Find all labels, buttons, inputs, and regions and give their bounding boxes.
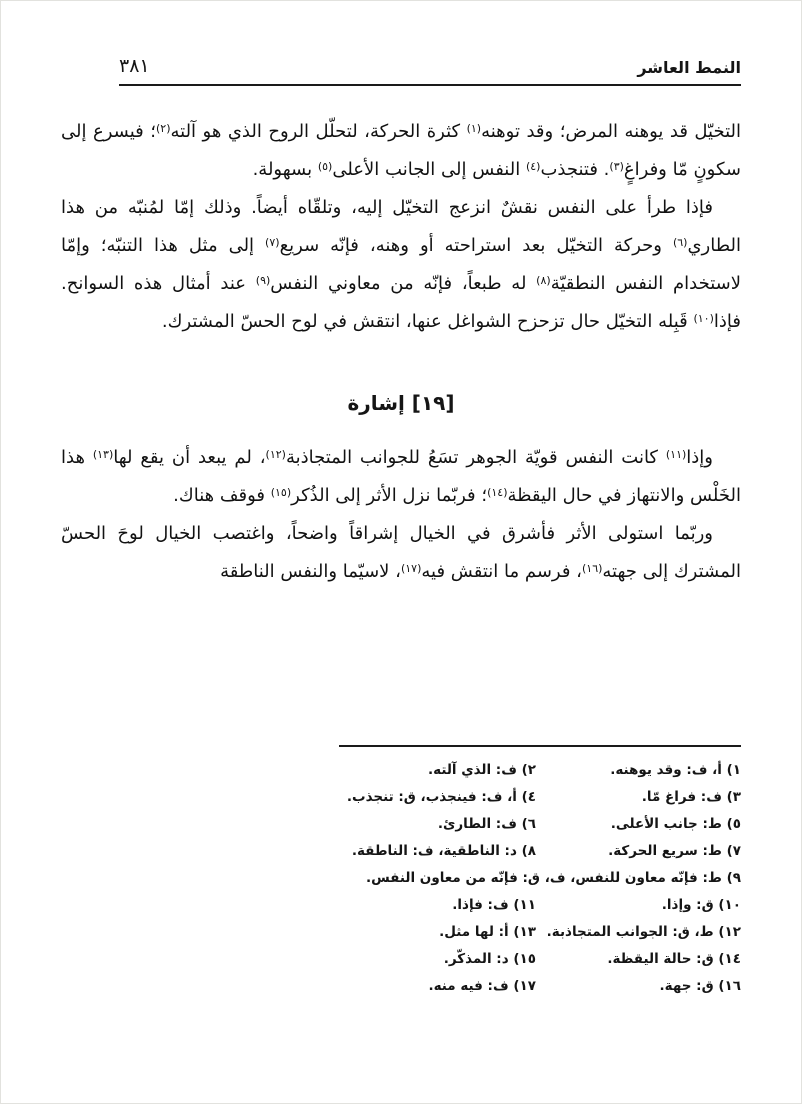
footnote-row	[61, 757, 741, 784]
footnote-item: ٧) ط: سريع الحركة.	[608, 843, 741, 859]
footnote-item: ٤) أ، ف: فينجذب، ق: تنجذب.	[346, 789, 536, 805]
section-heading: [١٩] إشارة	[347, 391, 455, 415]
footnote-item: ١٣) أ: لها مثل.	[439, 924, 536, 940]
footnote-item: ١٤) ق: حالة اليقظة.	[607, 951, 741, 967]
footnote-item: ١٢) ط، ق: الجوانب المتجاذبة.	[546, 924, 741, 940]
footnote-separator	[339, 745, 741, 747]
page-number: ٣٨١	[119, 55, 150, 77]
footnotes-section	[61, 745, 741, 1000]
body-text	[61, 113, 741, 741]
paragraph-2: فإذا طرأ على النفس نقشٌ انزعج التخيّل إليه، وتلقّاه أيضاً. وذلك إمّا لمُنبّه من هذا الطاري$^{(٦)}$ وحركة التخيّل بعد استراحته أو وهنه، فإنّه سريع$^{(٧)}$ إلى مثل هذا التنبّه؛ وإمّا لاستخدام النفس النطقيّة$^{(٨)}$ له طبعاً، فإنّه من معاوني النفس$^{(٩)}$ عند أمثال هذه السوانح. فإذا$^{(١٠)}$ قَبِله التخيّل حال تزحزح الشواغل عنها، انتقش في لوح الحسّ المشترك.	[61, 197, 741, 332]
footnote-item: ٣) ف: فراغ مّا.	[641, 789, 741, 805]
page-header	[119, 55, 741, 86]
footnote-row	[61, 919, 741, 946]
footnote-row	[61, 892, 741, 919]
footnote-item: ١٠) ق: وإذا.	[661, 897, 741, 913]
footnote-row	[61, 784, 741, 811]
paragraph-1: التخيّل قد يوهنه المرض؛ وقد توهنه$^{(١)}$ كثرة الحركة، لتحلّل الروح الذي هو آلته$^{(٢)}$؛ فيسرع إلى سكونٍ مّا وفراغٍ$^{(٣)}$. فتنجذب$^{(٤)}$ النفس إلى الجانب الأعلى$^{(٥)}$ بسهولة.	[61, 121, 741, 180]
footnote-item: ١١) ف: فإذا.	[452, 897, 536, 913]
footnote-item: ٨) د: الناطقية، ف: الناطقة.	[351, 843, 536, 859]
footnote-row	[61, 973, 741, 1000]
footnote-row	[61, 811, 741, 838]
footnote-item: ١) أ، ف: وقد يوهنه.	[610, 762, 741, 778]
footnote-item: ١٥) د: المذكّر.	[443, 951, 536, 967]
footnote-item: ٢) ف: الذي آلته.	[428, 762, 536, 778]
footnote-item: ٥) ط: جانب الأعلى.	[610, 816, 741, 832]
paragraph-3: وإذا$^{(١١)}$ كانت النفس قويّة الجوهر تسَعُ للجوانب المتجاذبة$^{(١٢)}$، لم يبعد أن يقع لها$^{(١٣)}$ هذا الخَلْس والانتهاز في حال اليقظة$^{(١٤)}$؛ فربّما نزل الأثر إلى الذُكر$^{(١٥)}$ فوقف هناك.	[61, 447, 741, 506]
footnote-row	[61, 838, 741, 865]
footnote-item: ١٦) ق: جهة.	[659, 978, 741, 994]
footnote-row	[61, 946, 741, 973]
footnote-item: ١٧) ف: فيه منه.	[428, 978, 536, 994]
chapter-title: النمط العاشر	[637, 58, 741, 77]
footnote-row	[61, 865, 741, 892]
paragraph-4: وربّما استولى الأثر فأشرق في الخيال إشراقاً واضحاً، واغتصب الخيال لوحَ الحسّ المشترك إلى جهته$^{(١٦)}$، فرسم ما انتقش فيه$^{(١٧)}$، لاسيّما والنفس الناطقة	[61, 523, 741, 582]
footnote-item: ٩) ط: فإنّه معاون للنفس، ف، ق: فإنّه من معاون النفس.	[365, 870, 741, 886]
footnote-item: ٦) ف: الطارئ.	[437, 816, 536, 832]
